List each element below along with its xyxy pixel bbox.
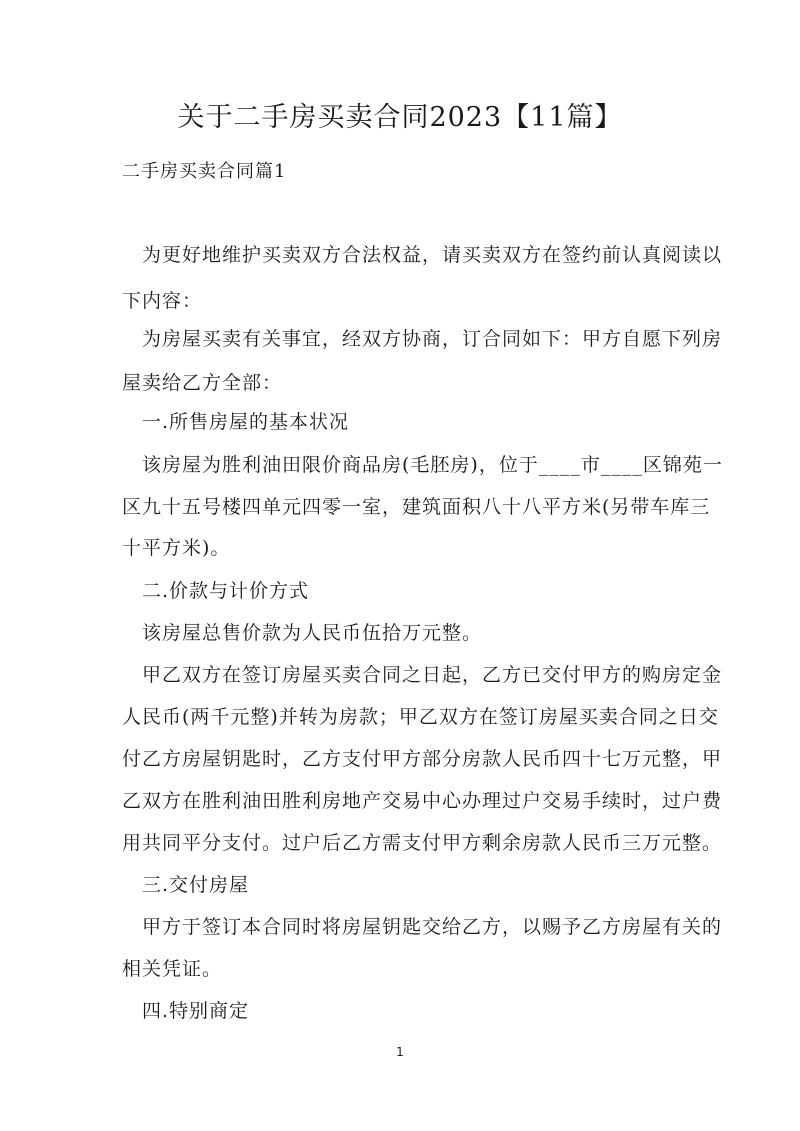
paragraph-line: 该房屋总售价款为人民币伍拾万元整。 (142, 622, 483, 644)
paragraph-line: 屋卖给乙方全部： (122, 372, 283, 394)
paragraph-line: 为更好地维护买卖双方合法权益，请买卖双方在签约前认真阅读以 (142, 244, 723, 266)
clause-heading: 二.价款与计价方式 (142, 580, 310, 602)
paragraph-line: 甲方于签订本合同时将房屋钥匙交给乙方，以赐予乙方房屋有关的 (142, 916, 723, 938)
clause-heading: 一.所售房屋的基本状况 (142, 411, 350, 433)
paragraph-line: 下内容： (122, 290, 203, 312)
page-number: 1 (396, 1045, 404, 1059)
paragraph-line: 付乙方房屋钥匙时，乙方支付甲方部分房款人民币四十七万元整，甲 (122, 748, 723, 770)
paragraph-line: 该房屋为胜利油田限价商品房(毛胚房)，位于____市____区锦苑一 (142, 454, 723, 476)
paragraph-line: 相关凭证。 (122, 958, 223, 980)
clause-heading: 四.特别商定 (142, 1000, 250, 1022)
paragraph-line: 人民币(两千元整)并转为房款；甲乙双方在签订房屋买卖合同之日交 (122, 706, 719, 728)
section-heading: 二手房买卖合同篇1 (122, 161, 287, 182)
paragraph-line: 甲乙双方在签订房屋买卖合同之日起，乙方已交付甲方的购房定金 (142, 664, 723, 686)
paragraph-line: 为房屋买卖有关事宜，经双方协商，订合同如下：甲方自愿下列房 (142, 328, 723, 350)
paragraph-line: 十平方米)。 (122, 537, 231, 559)
paragraph-line: 乙双方在胜利油田胜利房地产交易中心办理过户交易手续时，过户费 (122, 790, 723, 812)
document-title: 关于二手房买卖合同2023【11篇】 (177, 102, 623, 133)
clause-heading: 三.交付房屋 (142, 874, 250, 896)
paragraph-line: 区九十五号楼四单元四零一室，建筑面积八十八平方米(另带车库三 (122, 496, 711, 518)
paragraph-line: 用共同平分支付。过户后乙方需支付甲方剩余房款人民币三万元整。 (122, 832, 723, 854)
